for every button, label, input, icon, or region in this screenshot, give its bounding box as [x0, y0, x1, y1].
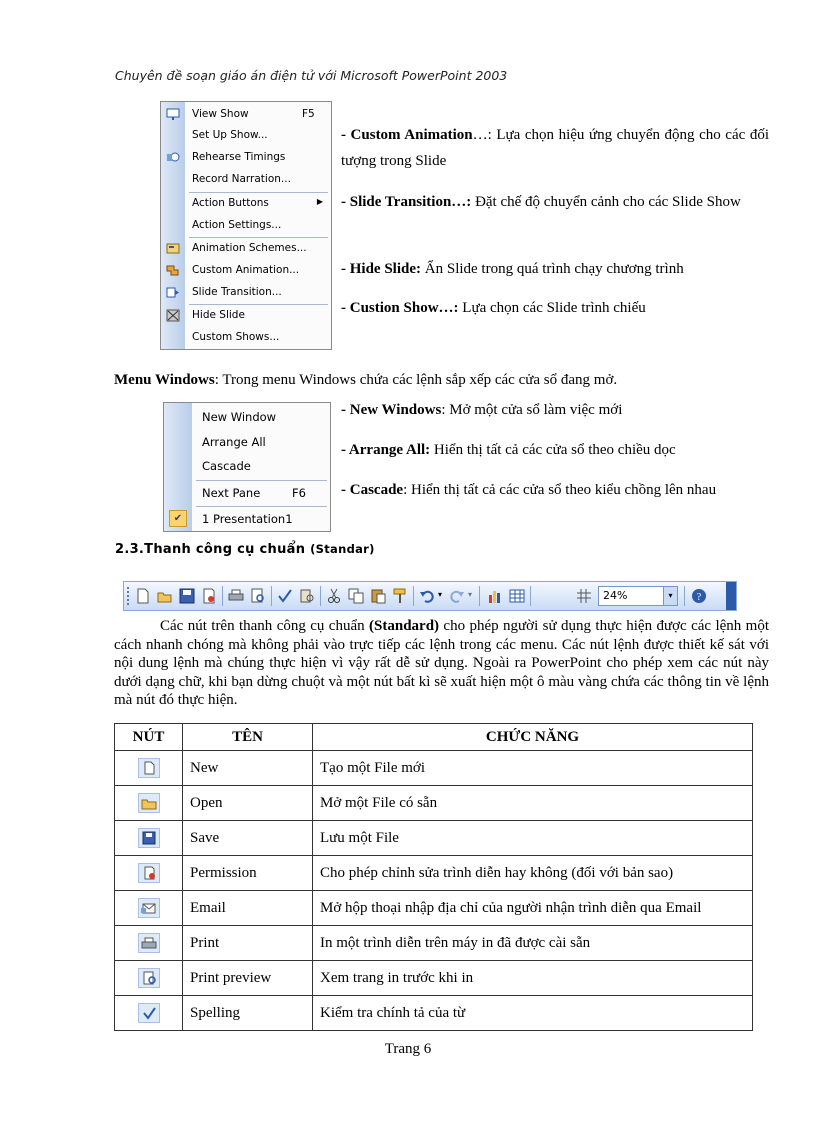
- desc-term: - Custom Animation: [341, 127, 473, 143]
- rehearse-timings-icon: [166, 151, 180, 164]
- menu-shortcut: F5: [302, 108, 315, 120]
- button-function: Lưu một File: [313, 821, 753, 856]
- button-function: Xem trang in trước khi in: [313, 961, 753, 996]
- save-icon: [138, 828, 160, 848]
- custom-show-desc: [341, 295, 769, 321]
- check-icon: ✔: [169, 510, 187, 527]
- para-bold: (Standard): [369, 618, 440, 634]
- desc-text: Hiển thị tất cả các cửa sổ theo chiều dọc: [430, 442, 676, 458]
- print-icon: [138, 933, 160, 953]
- menu-item-label: Next Pane: [202, 486, 261, 500]
- button-name: New: [183, 751, 313, 786]
- toolbar-separator: [479, 586, 480, 606]
- menu-item-new-window[interactable]: [164, 405, 330, 429]
- running-header: Chuyên đề soạn giáo án điện tử với Microsoft PowerPoint 2003: [115, 68, 508, 83]
- new-file-icon: [138, 758, 160, 778]
- menu-separator: [189, 304, 328, 305]
- desc-text: : Hiển thị tất cả các cửa sổ theo kiểu chồng lên nhau: [403, 482, 717, 498]
- menu-item-record-narration[interactable]: [161, 170, 331, 190]
- menu-item-label: View Show: [192, 108, 249, 120]
- menu-item-slide-transition[interactable]: [161, 283, 331, 303]
- standard-toolbar: [123, 581, 737, 611]
- menu-item-label: Animation Schemes...: [192, 242, 307, 254]
- menu-item-label: Action Buttons: [192, 197, 269, 209]
- button-name: Print preview: [183, 961, 313, 996]
- menu-separator: [189, 192, 328, 193]
- button-function: Cho phép chỉnh sửa trình diễn hay không (đối với bản sao): [313, 856, 753, 891]
- table-row: [115, 961, 753, 996]
- help-icon[interactable]: [690, 587, 708, 605]
- view-show-icon: [166, 108, 180, 121]
- slide-show-menu: [160, 101, 332, 350]
- windows-menu: [163, 402, 331, 532]
- desc-term: - New Windows: [341, 402, 442, 418]
- table-row: [115, 996, 753, 1031]
- menu-item-presentation1[interactable]: [164, 507, 330, 531]
- cascade-desc: [341, 477, 771, 503]
- research-icon[interactable]: [298, 587, 316, 605]
- menu-item-view-show[interactable]: [161, 105, 331, 125]
- desc-text: Lựa chọn các Slide trình chiếu: [458, 300, 646, 316]
- menu-separator: [189, 237, 328, 238]
- menu-item-rehearse-timings[interactable]: [161, 148, 331, 168]
- desc-text: : Mở một cửa sổ làm việc mới: [441, 402, 623, 418]
- permission-icon[interactable]: [200, 587, 218, 605]
- button-name: Save: [183, 821, 313, 856]
- menu-item-label: 1 Presentation1: [202, 512, 293, 526]
- menu-item-arrange-all[interactable]: [164, 430, 330, 454]
- menu-item-label: Action Settings...: [192, 219, 282, 231]
- show-grid-icon[interactable]: [575, 587, 593, 605]
- button-name: Email: [183, 891, 313, 926]
- menu-item-label: Custom Shows...: [192, 331, 280, 343]
- para-text-2: cho phép người sử dụng thực hiện được các lệnh một cách nhanh chóng mà không phải vào trực tiếp các lệnh trong các menu. Các nút lệnh được thiết kế sát với nội dung lệnh mà chúng thực hiện vì vậy rất dễ sử dụng. Ngoài ra PowerPoint cho phép xem các nút này dưới dạng chữ, khi bạn dừng chuột và một nút bất kì sẽ xuất hiện một ô màu vàng chứa các thông tin về lệnh mà nút đó thực hiện.: [114, 618, 769, 708]
- undo-icon[interactable]: [418, 587, 436, 605]
- new-windows-desc: [341, 397, 771, 423]
- new-icon[interactable]: [134, 587, 152, 605]
- undo-dropdown-icon[interactable]: ▾: [438, 590, 443, 599]
- menu-item-label: Cascade: [202, 459, 251, 473]
- table-row: [115, 786, 753, 821]
- menu-item-label: Rehearse Timings: [192, 151, 286, 163]
- button-name: Spelling: [183, 996, 313, 1031]
- toolbar-options-icon[interactable]: [726, 582, 736, 610]
- menu-item-label: Record Narration...: [192, 173, 291, 185]
- desc-text: Đặt chế độ chuyển cảnh cho các Slide Show: [471, 194, 741, 210]
- submenu-arrow-icon: ▶: [316, 197, 323, 206]
- menu-item-label: New Window: [202, 410, 277, 424]
- header-function: CHỨC NĂNG: [313, 724, 753, 751]
- desc-term: - Slide Transition…:: [341, 194, 472, 210]
- menu-item-label: Custom Animation...: [192, 264, 300, 276]
- format-painter-icon[interactable]: [391, 587, 409, 605]
- open-icon[interactable]: [156, 587, 174, 605]
- menu-item-custom-shows[interactable]: [161, 328, 331, 348]
- slide-transition-desc: [341, 189, 769, 215]
- open-folder-icon: [138, 793, 160, 813]
- menu-item-action-buttons[interactable]: [161, 194, 331, 214]
- header-name: TÊN: [183, 724, 313, 751]
- print-icon[interactable]: [227, 587, 245, 605]
- windows-intro: [114, 367, 774, 393]
- print-preview-icon[interactable]: [249, 587, 267, 605]
- slide-transition-icon: [166, 286, 180, 299]
- intro-text: : Trong menu Windows chứa các lệnh sắp xếp các cửa sổ đang mở.: [214, 372, 618, 388]
- menu-item-animation-schemes[interactable]: [161, 239, 331, 259]
- table-row: [115, 926, 753, 961]
- desc-term: - Custion Show…:: [341, 300, 459, 316]
- menu-item-label: Set Up Show...: [192, 129, 268, 141]
- arrange-all-desc: [341, 437, 771, 463]
- section-heading: [115, 542, 375, 557]
- table-row: [115, 856, 753, 891]
- toolbar-paragraph: [114, 617, 769, 710]
- toolbar-separator: [684, 586, 685, 606]
- save-icon[interactable]: [178, 587, 196, 605]
- section-subtitle: (Standar): [310, 542, 375, 556]
- desc-text: …: Lựa chọn hiệu ứng chuyển động cho các đối tượng trong Slide: [341, 127, 769, 169]
- section-title: 2.3.Thanh công cụ chuẩn: [115, 542, 306, 557]
- insert-chart-icon[interactable]: [486, 587, 504, 605]
- spelling-icon: [138, 1003, 160, 1023]
- desc-term: - Cascade: [341, 482, 404, 498]
- toolbar-grip[interactable]: [127, 587, 132, 605]
- custom-animation-desc: [341, 122, 769, 174]
- copy-icon[interactable]: [347, 587, 365, 605]
- intro-term: Menu Windows: [114, 372, 215, 388]
- header-button: NÚT: [115, 724, 183, 751]
- menu-item-hide-slide[interactable]: [161, 306, 331, 326]
- print-preview-icon: [138, 968, 160, 988]
- menu-item-action-settings[interactable]: [161, 216, 331, 236]
- toolbar-separator: [413, 586, 414, 606]
- permission-icon: [138, 863, 160, 883]
- menu-item-custom-animation[interactable]: [161, 261, 331, 281]
- redo-dropdown-icon[interactable]: ▾: [468, 590, 473, 599]
- cut-icon[interactable]: [325, 587, 343, 605]
- insert-table-icon[interactable]: [508, 587, 526, 605]
- menu-item-label: Arrange All: [202, 435, 266, 449]
- button-name: Print: [183, 926, 313, 961]
- menu-item-label: Hide Slide: [192, 309, 245, 321]
- button-function: In một trình diễn trên máy in đã được cài sẵn: [313, 926, 753, 961]
- hide-slide-icon: [166, 309, 180, 322]
- table-row: [115, 891, 753, 926]
- button-function: Kiểm tra chính tả của từ: [313, 996, 753, 1031]
- button-function: Mở một File có sẵn: [313, 786, 753, 821]
- custom-animation-icon: [166, 264, 180, 277]
- svg-text:?: ?: [696, 592, 702, 603]
- menu-item-set-up-show[interactable]: [161, 126, 331, 146]
- toolbar-separator: [530, 586, 531, 606]
- table-row: [115, 751, 753, 786]
- table-row: [115, 821, 753, 856]
- zoom-dropdown-icon[interactable]: ▾: [663, 587, 677, 605]
- hide-slide-desc: [341, 256, 769, 282]
- desc-term: - Hide Slide:: [341, 261, 422, 277]
- animation-schemes-icon: [166, 242, 180, 255]
- toolbar-buttons-table: [114, 723, 753, 1031]
- desc-text: Ẩn Slide trong quá trình chạy chương trình: [421, 261, 684, 277]
- menu-shortcut: F6: [292, 486, 306, 500]
- menu-item-cascade[interactable]: [164, 454, 330, 478]
- spelling-icon[interactable]: [276, 587, 294, 605]
- email-icon: [138, 898, 160, 918]
- para-text-1: Các nút trên thanh công cụ chuẩn: [160, 618, 370, 634]
- zoom-value: 24%: [603, 589, 628, 602]
- paste-icon[interactable]: [369, 587, 387, 605]
- page-number: Trang 6: [384, 1041, 432, 1057]
- button-function: Tạo một File mới: [313, 751, 753, 786]
- button-name: Open: [183, 786, 313, 821]
- redo-icon[interactable]: [448, 587, 466, 605]
- button-function: Mở hộp thoại nhập địa chỉ của người nhận trình diễn qua Email: [313, 891, 753, 926]
- zoom-select[interactable]: [598, 586, 678, 606]
- menu-item-label: Slide Transition...: [192, 286, 282, 298]
- toolbar-separator: [271, 586, 272, 606]
- desc-term: - Arrange All:: [341, 442, 431, 458]
- toolbar-separator: [222, 586, 223, 606]
- table-header-row: [115, 724, 753, 751]
- menu-item-next-pane[interactable]: [164, 481, 330, 505]
- button-name: Permission: [183, 856, 313, 891]
- toolbar-separator: [320, 586, 321, 606]
